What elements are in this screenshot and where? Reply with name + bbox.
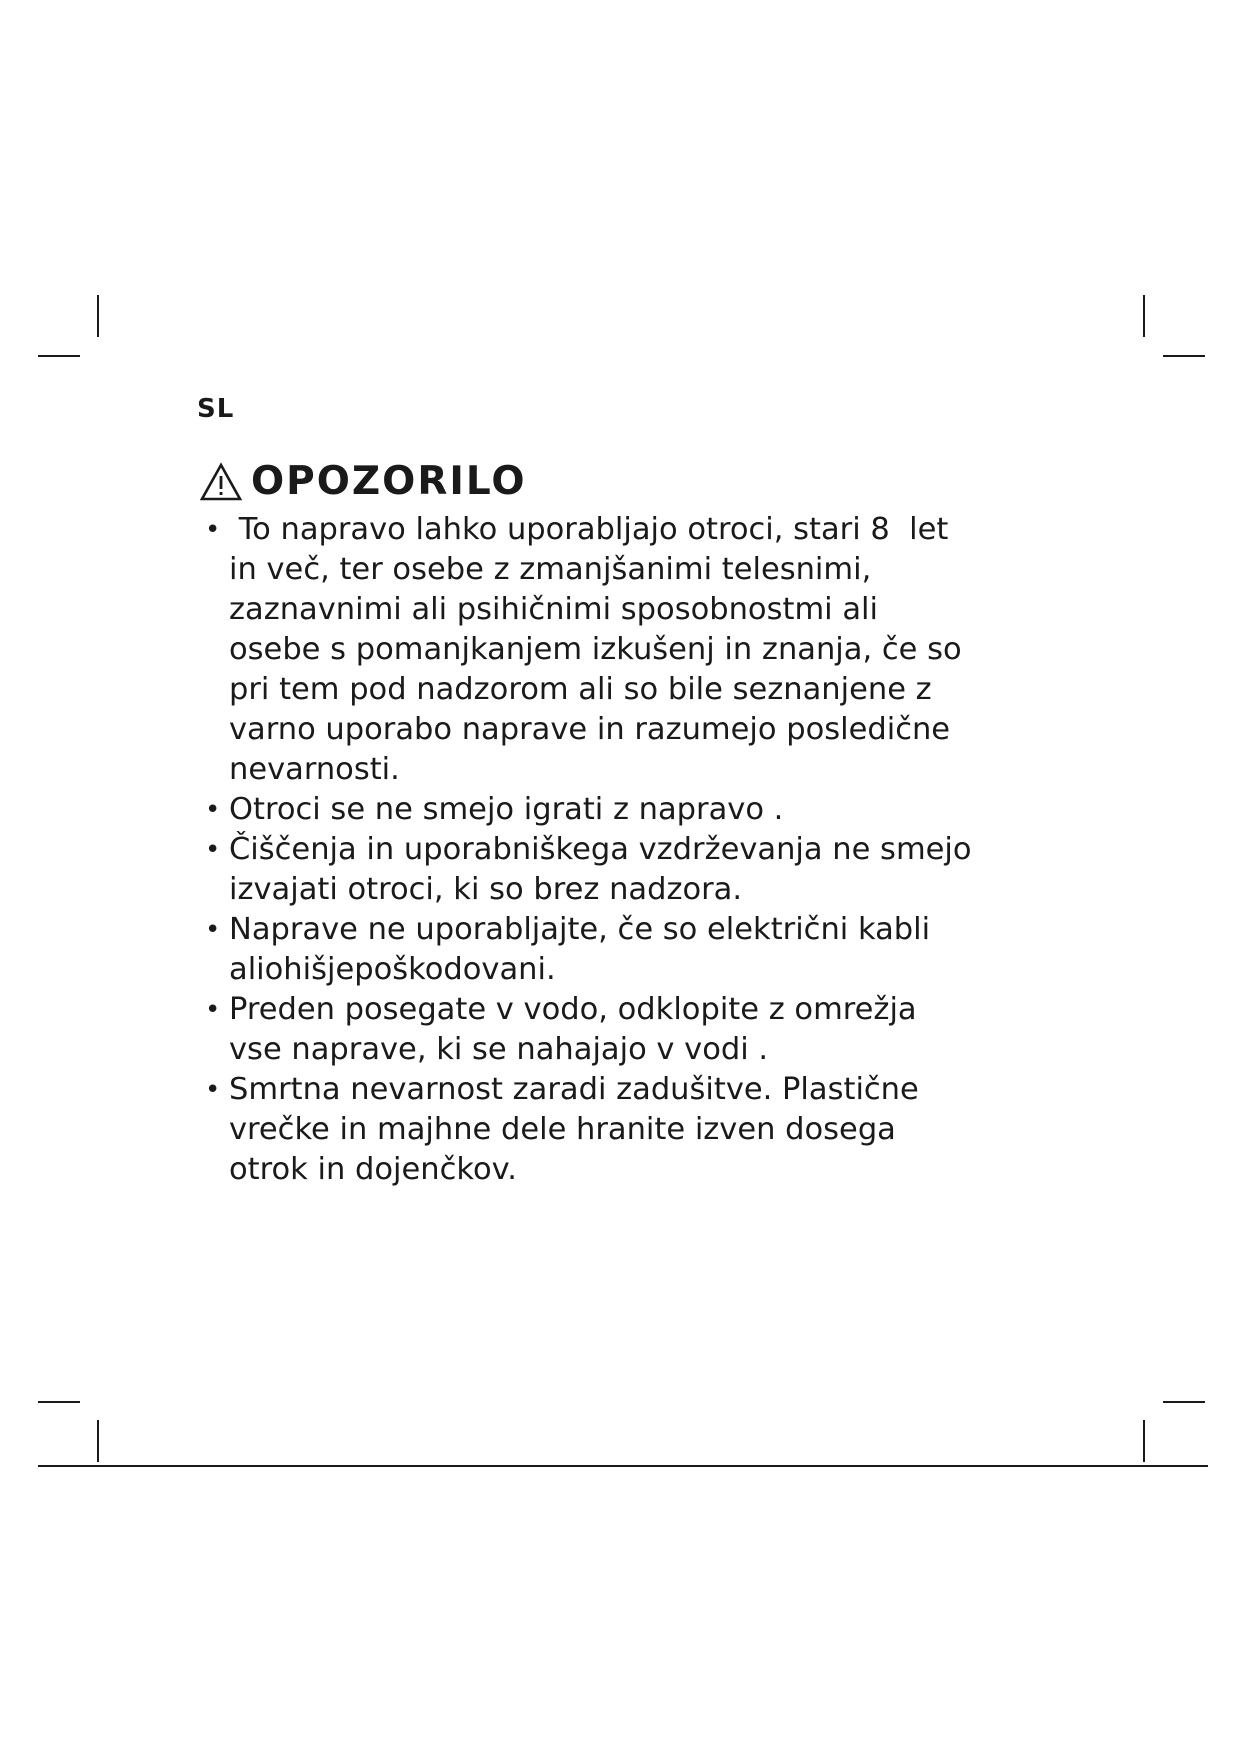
list-item-line: Otroci se ne smejo igrati z napravo . xyxy=(229,792,784,827)
bullet: • xyxy=(205,835,221,865)
bullet: • xyxy=(205,795,221,825)
list-item-line: osebe s pomanjkanjem izkušenj in znanja, če so xyxy=(229,632,962,667)
language-code: SL xyxy=(197,394,235,424)
list-item-line: zaznavnimi ali psihičnimi sposobnostmi ali xyxy=(229,592,878,627)
bullet: • xyxy=(205,515,221,545)
heading-title: OPOZORILO xyxy=(251,459,527,504)
bullet: • xyxy=(205,915,221,945)
list-item xyxy=(203,990,1023,1070)
list-item xyxy=(203,790,1023,830)
crop-mark-top-left-horizontal xyxy=(38,355,80,357)
bullet: • xyxy=(205,1075,221,1105)
list-item xyxy=(203,830,1023,910)
crop-mark-bottom-right-horizontal xyxy=(1163,1401,1205,1403)
crop-mark-top-right-vertical xyxy=(1143,295,1145,337)
bullet: • xyxy=(205,995,221,1025)
list-item-line: vrečke in majhne dele hranite izven dosega xyxy=(229,1112,896,1147)
list-item-line: izvajati otroci, ki so brez nadzora. xyxy=(229,872,743,907)
list-item-line: Preden posegate v vodo, odklopite z omrežja xyxy=(229,992,917,1027)
warning-list xyxy=(203,510,1023,1190)
list-item xyxy=(203,1070,1023,1190)
list-item-line: Čiščenja in uporabniškega vzdrževanja ne smejo xyxy=(229,832,972,867)
list-item xyxy=(203,510,1023,790)
list-item-line: Smrtna nevarnost zaradi zadušitve. Plastične xyxy=(229,1072,919,1107)
warning-heading xyxy=(199,456,526,508)
list-item-line: in več, ter osebe z zmanjšanimi telesnimi, xyxy=(229,552,872,587)
list-item-line: To napravo lahko uporabljajo otroci, stari 8 let xyxy=(229,512,949,547)
crop-mark-top-right-horizontal xyxy=(1163,355,1205,357)
list-item xyxy=(203,910,1023,990)
trim-line xyxy=(38,1465,1208,1467)
list-item-line: pri tem pod nadzorom ali so bile seznanjene z xyxy=(229,672,932,707)
list-item-line: vse naprave, ki se nahajajo v vodi . xyxy=(229,1032,769,1067)
crop-mark-bottom-left-horizontal xyxy=(38,1401,80,1403)
crop-mark-bottom-left-vertical xyxy=(97,1420,99,1462)
list-item-line: aliohišjepoškodovani. xyxy=(229,952,556,987)
crop-mark-top-left-vertical xyxy=(97,295,99,337)
list-item-line: Naprave ne uporabljajte, če so električni kabli xyxy=(229,912,931,947)
list-item-line: nevarnosti. xyxy=(229,752,400,787)
list-item-line: otrok in dojenčkov. xyxy=(229,1152,517,1187)
list-item-line: varno uporabo naprave in razumejo posledične xyxy=(229,712,951,747)
warning-triangle-icon xyxy=(199,462,243,502)
crop-mark-bottom-right-vertical xyxy=(1143,1420,1145,1462)
